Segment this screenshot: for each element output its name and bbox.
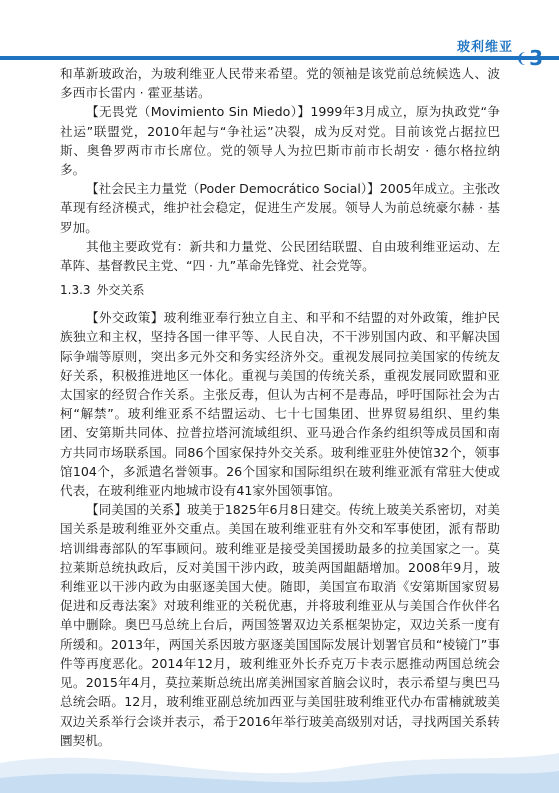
party-label-podemos: 【社会民主力量党（Poder Democrático Social）】 [86,181,380,197]
page-number [515,46,543,70]
header-rule [0,56,559,60]
section-title: 外交关系 [96,283,145,298]
paragraph-continued: 和革新玻政治，为玻利维亚人民带来希望。党的领袖是该党前总统候选人、波多西市长雷内 · 霍亚基诺。 [60,66,500,101]
paragraph-foreign-policy [60,308,500,500]
page-number-ornament: ❨ [515,51,528,67]
running-header-title: 玻利维亚 [456,40,513,55]
page-body [60,64,500,750]
paragraph-other-parties: 其他主要政党有：新共和力量党、公民团结联盟、自由玻利维亚运动、左革阵、基督教民主党、“四 · 九”革命先锋党、社会党等。 [60,238,500,274]
paragraph-wuwei-party [60,102,500,179]
section-heading [60,282,500,298]
party-text-podemos: 2005年成立。主张改革现有经济模式，维护社会稳定，促进生产发展。领导人为前总统豪尔赫 · 基罗加。 [60,181,500,235]
page-number-value: 3 [529,46,543,70]
paragraph-us-relations [60,500,500,750]
party-label-msm: 【无畏党（Movimiento Sin Miedo）】 [86,104,311,120]
paragraph-podemos [60,179,500,237]
us-relations-label: 【同美国的关系】 [86,502,187,518]
section-number: 1.3.3 [60,283,91,298]
party-text-msm: 1999年3月成立，原为执政党“争社运”联盟党，2010年起与“争社运”决裂，成为反对党。目前该党占据拉巴斯、奥鲁罗两市市长席位。党的领导人为拉巴斯市前市长胡安 · 德尔格拉纳多。 [60,104,501,178]
us-relations-text: 玻美于1825年6月8日建交。传统上玻美关系密切，对美国关系是玻利维亚外交重点。美国在玻利维亚驻有外交和军事使团，派有帮助培训缉毒部队的军事顾问。玻利维亚是接受美国援助最多的拉美国家之一。莫拉莱斯总统执政后，反对美国干涉内政，玻美两国龃龉增加。2008年9月，玻利维亚以干涉内政为由驱逐美国大使。随即，美国宣布取消《安第斯国家贸易促进和反毒法案》对玻利维亚的关税优惠，并将玻利维亚从与美国合作伙伴名单中删除。奥巴马总统上台后，两国签署双边关系框架协定，双边关系一度有所缓和。2013年，两国关系因玻方驱逐美国国际发展计划署官员和“棱镜门”事件等再度恶化。2014年12月，玻利维亚外长乔克万卡表示愿推动两国总统会见。2015年4月，莫拉莱斯总统出席美洲国家首脑会议时，表示希望与奥巴马总统会晤。12月，玻利维亚副总统加西亚与美国驻玻利维亚代办布雷楠就玻美双边关系举行会谈并表示，希于2016年举行玻美高级别对话，寻找两国关系转圜契机。 [60,502,501,748]
footer-wave-decoration [0,733,559,793]
foreign-policy-label: 【外交政策】 [86,310,164,326]
foreign-policy-text: 玻利维亚奉行独立自主、和平和不结盟的对外政策，维护民族独立和主权，坚持各国一律平等、人民自决，不干涉别国内政、和平解决国际争端等原则，突出多元外交和务实经济外交。重视发展同拉美国家的传统友好关系，积极推进地区一体化。重视与美国的传统关系，重视发展同欧盟和亚太国家的经贸合作关系。主张反毒，但认为古柯不是毒品，呼吁国际社会为古柯“解禁”。玻利维亚系不结盟运动、七十七国集团、世界贸易组织、里约集团、安第斯共同体、拉普拉塔河流域组织、亚马逊合作条约组织等成员国和南方共同市场联系国。同86个国家保持外交关系。玻利维亚驻外使馆32个，领事馆104个，多派遣名誉领事。26个国家和国际组织在玻利维亚派有常驻大使或代表，在玻利维亚内地城市设有41家外国领事馆。 [60,310,501,499]
